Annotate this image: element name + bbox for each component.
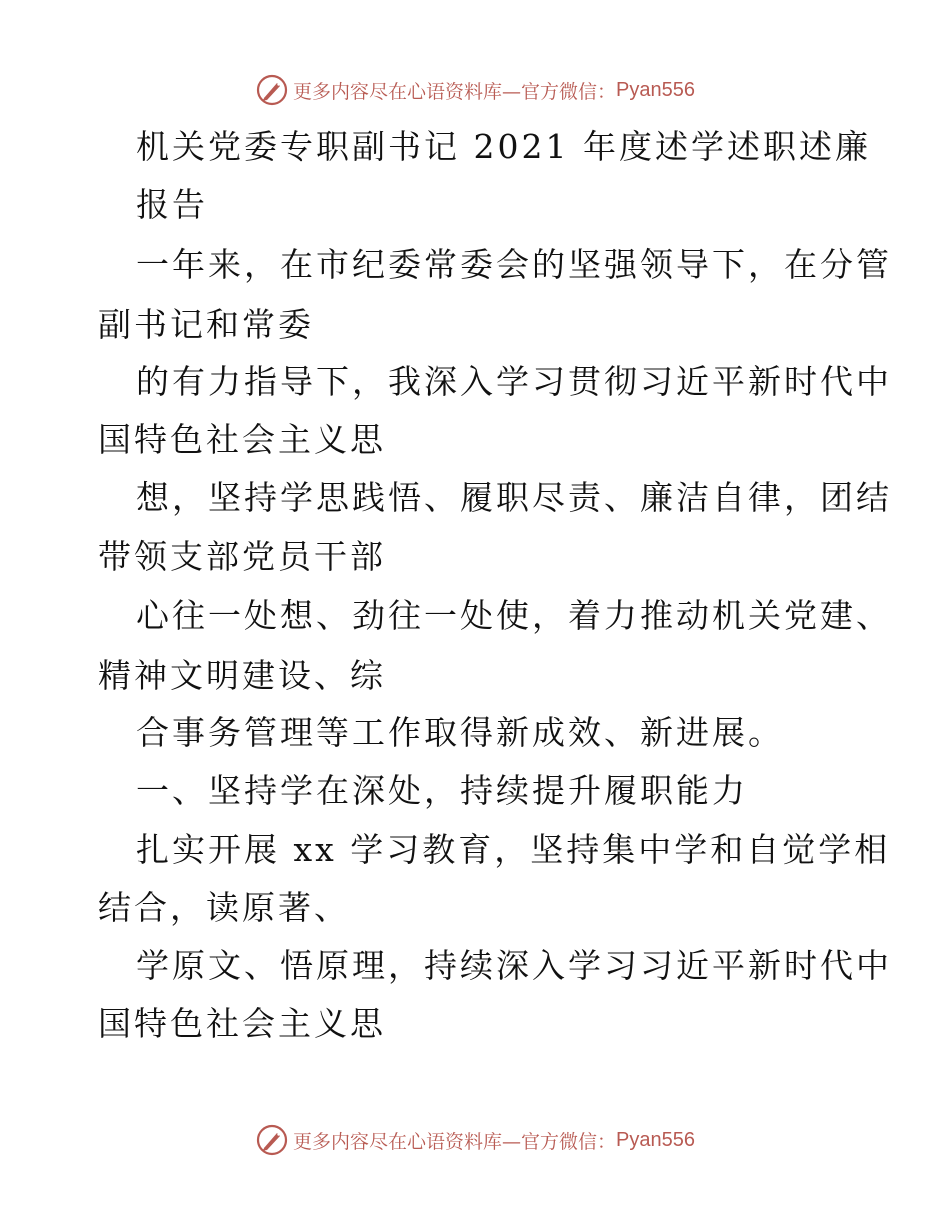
paragraph-line: 结合，读原著、 — [98, 888, 350, 927]
watermark-wechat-id: Pyan556 — [616, 1128, 695, 1151]
paragraph-line: 想，坚持学思践悟、履职尽责、廉洁自律，团结 — [136, 478, 892, 517]
paragraph-line: 国特色社会主义思 — [98, 1004, 386, 1043]
paragraph-line: 心往一处想、劲往一处使，着力推动机关党建、 — [136, 596, 892, 635]
title-line-1: 机关党委专职副书记 2021 年度述学述职述廉 — [136, 127, 871, 166]
watermark-wechat-id: Pyan556 — [616, 78, 695, 101]
paragraph-line: 扎实开展 xx 学习教育，坚持集中学和自觉学相 — [136, 830, 891, 869]
watermark-text: 更多内容尽在心语资料库—官方微信： — [293, 1130, 617, 1153]
paragraph-line: 副书记和常委 — [98, 305, 314, 344]
section-heading: 一、坚持学在深处，持续提升履职能力 — [136, 771, 748, 810]
header-watermark — [0, 70, 950, 110]
paragraph-line: 的有力指导下，我深入学习贯彻习近平新时代中 — [136, 362, 892, 401]
paragraph-line: 国特色社会主义思 — [98, 420, 386, 459]
watermark-text: 更多内容尽在心语资料库—官方微信： — [293, 80, 617, 103]
paragraph-line: 学原文、悟原理，持续深入学习习近平新时代中 — [136, 946, 892, 985]
paragraph-line: 合事务管理等工作取得新成效、新进展。 — [136, 713, 784, 752]
paragraph-line: 一年来，在市纪委常委会的坚强领导下，在分管 — [136, 245, 892, 284]
pen-logo-icon — [255, 73, 289, 107]
paragraph-line: 精神文明建设、综 — [98, 656, 386, 695]
title-line-2: 报告 — [136, 185, 208, 224]
pen-logo-icon — [255, 1123, 289, 1157]
paragraph-line: 带领支部党员干部 — [98, 537, 386, 576]
footer-watermark — [0, 1120, 950, 1160]
